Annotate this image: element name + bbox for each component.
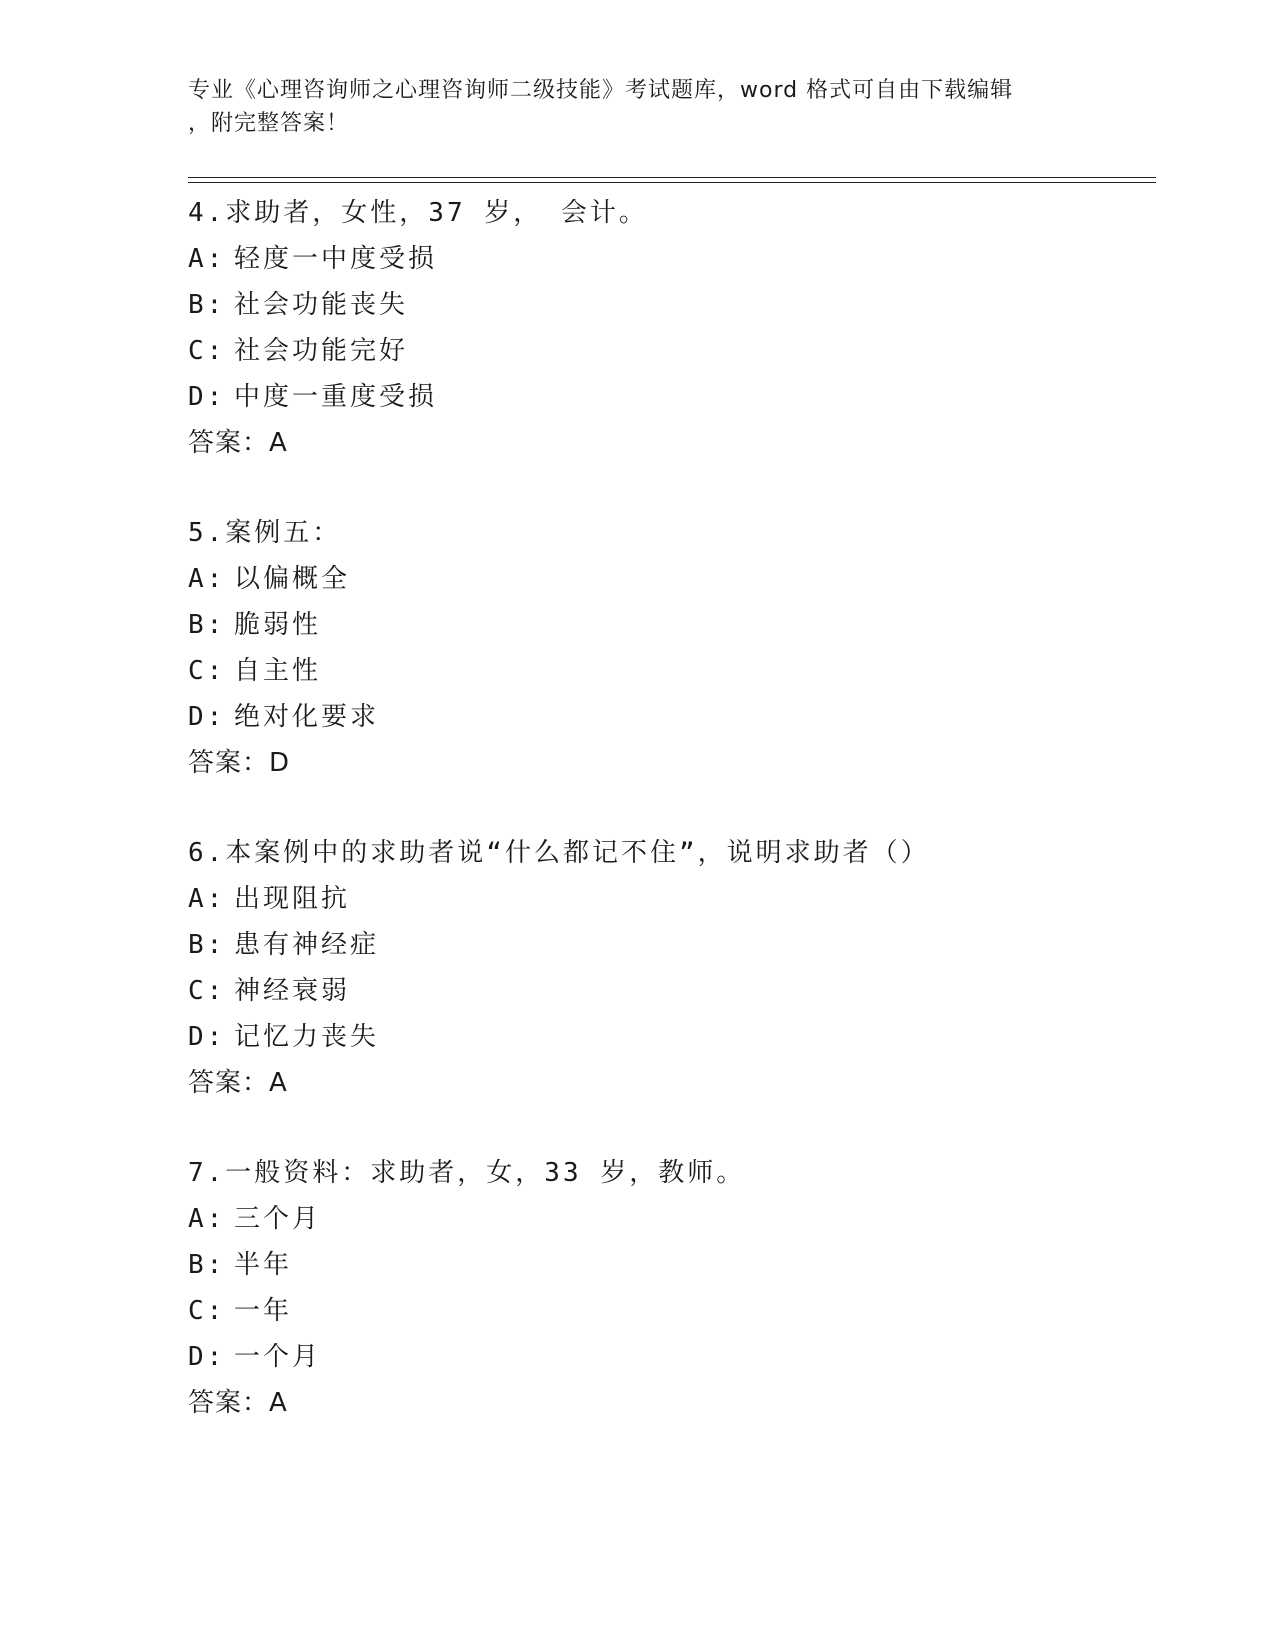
option-c <box>188 968 1148 1014</box>
answer-line: 答案：D <box>188 748 291 778</box>
option-a <box>188 876 1148 922</box>
option-text: 脆弱性 <box>234 610 322 640</box>
option-text: 三个月 <box>234 1204 322 1234</box>
option-key: C: <box>188 976 226 1006</box>
option-text: 社会功能完好 <box>234 336 409 366</box>
question-item <box>188 190 1148 510</box>
option-a <box>188 1196 1148 1242</box>
option-b <box>188 282 1148 328</box>
header-divider-bottom <box>188 182 1156 183</box>
option-d <box>188 694 1148 740</box>
option-text: 自主性 <box>234 656 322 686</box>
answer-line: 答案：A <box>188 428 288 458</box>
option-text: 神经衰弱 <box>234 976 351 1006</box>
option-d <box>188 1014 1148 1060</box>
question-stem: 4.求助者，女性，37 岁， 会计。 <box>188 198 648 228</box>
option-text: 一年 <box>234 1296 293 1326</box>
option-d <box>188 374 1148 420</box>
option-text: 社会功能丧失 <box>234 290 409 320</box>
question-item <box>188 510 1148 830</box>
option-text: 患有神经症 <box>234 930 380 960</box>
option-text: 一个月 <box>234 1342 322 1372</box>
question-stem: 7.一般资料：求助者，女，33 岁，教师。 <box>188 1158 746 1188</box>
option-b <box>188 602 1148 648</box>
option-key: B: <box>188 610 226 640</box>
option-text: 出现阻抗 <box>234 884 351 914</box>
document-header <box>188 74 1088 140</box>
option-b <box>188 1242 1148 1288</box>
option-b <box>188 922 1148 968</box>
header-title-line1: 专业《心理咨询师之心理咨询师二级技能》考试题库，word 格式可自由下载编辑 <box>188 78 1014 103</box>
option-key: B: <box>188 290 226 320</box>
option-key: B: <box>188 930 226 960</box>
option-d <box>188 1334 1148 1380</box>
header-title-line2: ，附完整答案！ <box>188 111 350 136</box>
question-item <box>188 1150 1148 1470</box>
question-stem: 5.案例五： <box>188 518 342 548</box>
option-key: A: <box>188 884 226 914</box>
option-key: C: <box>188 656 226 686</box>
option-text: 轻度一中度受损 <box>234 244 438 274</box>
option-a <box>188 556 1148 602</box>
option-key: D: <box>188 1022 226 1052</box>
answer-line: 答案：A <box>188 1068 288 1098</box>
option-key: D: <box>188 1342 226 1372</box>
option-c <box>188 328 1148 374</box>
option-key: C: <box>188 336 226 366</box>
option-key: A: <box>188 1204 226 1234</box>
option-c <box>188 1288 1148 1334</box>
option-a <box>188 236 1148 282</box>
option-text: 以偏概全 <box>234 564 351 594</box>
option-key: B: <box>188 1250 226 1280</box>
option-key: C: <box>188 1296 226 1326</box>
question-stem: 6.本案例中的求助者说“什么都记不住”，说明求助者（） <box>188 838 930 868</box>
option-c <box>188 648 1148 694</box>
option-key: D: <box>188 702 226 732</box>
option-key: D: <box>188 382 226 412</box>
option-text: 记忆力丧失 <box>234 1022 380 1052</box>
option-text: 半年 <box>234 1250 293 1280</box>
option-text: 绝对化要求 <box>234 702 380 732</box>
option-key: A: <box>188 244 226 274</box>
option-text: 中度一重度受损 <box>234 382 438 412</box>
question-item <box>188 830 1148 1150</box>
question-list <box>188 190 1148 1470</box>
header-divider-top <box>188 177 1156 178</box>
answer-line: 答案：A <box>188 1388 288 1418</box>
option-key: A: <box>188 564 226 594</box>
